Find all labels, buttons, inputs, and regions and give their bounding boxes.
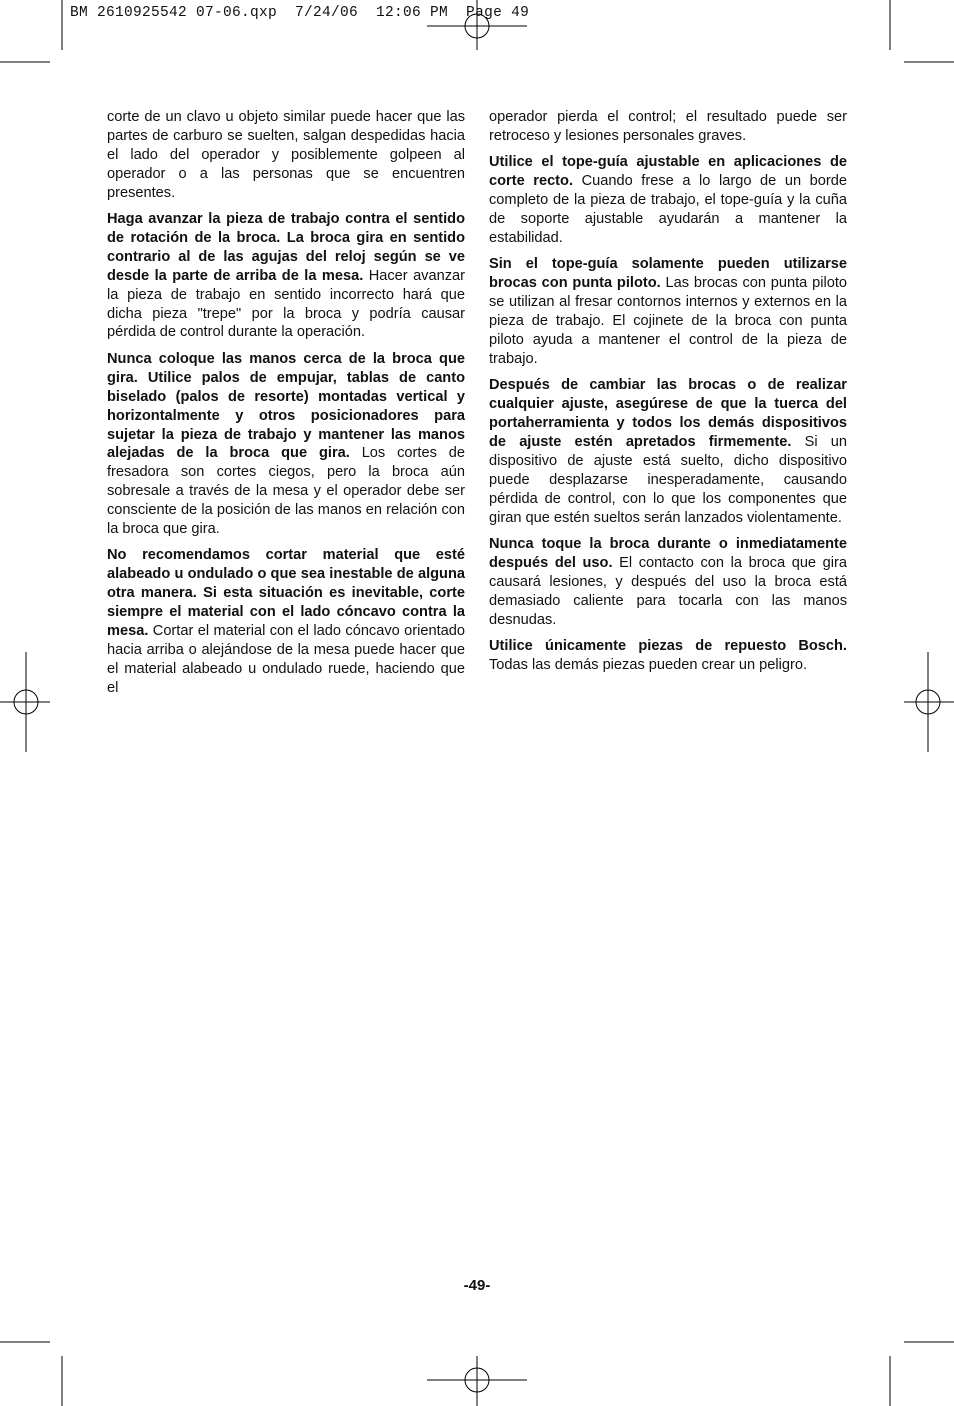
paragraph	[107, 350, 465, 539]
print-slug-header: BM 2610925542 07-06.qxp 7/24/06 12:06 PM Page 49	[70, 5, 530, 21]
left-column	[107, 108, 465, 705]
paragraph-bold: Nunca coloque las manos cerca de la broca que gira. Utilice palos de empujar, tablas de canto biselado (palos de resorte) montadas vertical y horizontalmente y otros posicionadores para sujetar la pieza de trabajo y mantener las manos alejadas de la broca que gira.	[107, 350, 465, 462]
paragraph	[107, 546, 465, 697]
paragraph-text: Hacer avanzar la pieza de trabajo en sentido incorrecto hará que dicha pieza "trepe" por la broca y podría causar pérdida de control durante la operación.	[107, 267, 465, 341]
paragraph-bold: Utilice el tope-guía ajustable en aplicaciones de corte recto.	[489, 154, 847, 190]
registration-target-right	[904, 652, 954, 752]
paragraph-text: Las brocas con punta piloto se utilizan al fresar contornos internos y externos en la pieza de trabajo. El cojinete de la broca con punta piloto ayuda a mantener el control de la pieza de trabajo.	[489, 275, 847, 367]
paragraph-bold: Nunca toque la broca durante o inmediatamente después del uso.	[489, 536, 847, 571]
paragraph-bold: Utilice únicamente piezas de repuesto Bosch.	[489, 638, 847, 655]
paragraph-text: El contacto con la broca que gira causará lesiones, y después del uso la broca está demasiado caliente para tocarla con las manos desnudas.	[489, 554, 847, 628]
paragraph-text: corte de un clavo u objeto similar puede hacer que las partes de carburo se suelten, salgan despedidas hacia el lado del operador y posiblemente golpeen al operador o a las personas que se encuentren presentes.	[107, 109, 465, 201]
paragraph	[107, 210, 465, 342]
paragraph-text: operador pierda el control; el resultado puede ser retroceso y lesiones personales graves.	[489, 109, 847, 144]
right-column	[489, 108, 847, 682]
paragraph	[489, 535, 847, 630]
paragraph-text: Si un dispositivo de ajuste está suelto, dicho dispositivo puede desplazarse inesperadamente, causando pérdida de control, con lo que los componentes que giran que estén sueltos serán lanzados violentamente.	[489, 434, 847, 526]
page-number: -49-	[463, 1277, 491, 1294]
paragraph-bold: Sin el tope-guía solamente pueden utilizarse brocas con punta piloto.	[489, 256, 847, 292]
paragraph	[489, 637, 847, 675]
paragraph-bold: Después de cambiar las brocas o de realizar cualquier ajuste, asegúrese de que la tuerca del portaherramienta y todos los demás dispositivos de ajuste estén apretados firmemente.	[489, 377, 847, 450]
paragraph	[107, 108, 465, 203]
registration-target-left	[0, 652, 50, 752]
paragraph-text: Cortar el material con el lado cóncavo orientado hacia arriba o alejándose de la mesa puede hacer que el material alabeado u ondulado ruede, haciendo que el	[107, 623, 465, 696]
paragraph-text: Los cortes de fresadora son cortes ciegos, pero la broca aún sobresale a través de la mesa y el operador debe ser consciente de la posición de las manos en relación con la broca que gira.	[107, 445, 465, 538]
paragraph-bold: No recomendamos cortar material que esté alabeado u ondulado o que sea inestable de alguna otra manera. Si esta situación es inevitable, corte siempre el material con el lado cóncavo contra la mesa.	[107, 547, 465, 640]
registration-target-bottom	[427, 1356, 527, 1406]
paragraph-text: Cuando frese a lo largo de un borde completo de la pieza de trabajo, el tope-guía y la cuña de soporte ajustable ayudarán a mantener la estabilidad.	[489, 173, 847, 246]
paragraph-text: Todas las demás piezas pueden crear un peligro.	[489, 656, 808, 673]
paragraph	[489, 376, 847, 527]
paragraph	[489, 108, 847, 146]
paragraph	[489, 153, 847, 248]
paragraph-bold: Haga avanzar la pieza de trabajo contra el sentido de rotación de la broca. La broca gira en sentido contrario al de las agujas del reloj según se ve desde la parte de arriba de la mesa.	[107, 211, 465, 284]
paragraph	[489, 255, 847, 368]
